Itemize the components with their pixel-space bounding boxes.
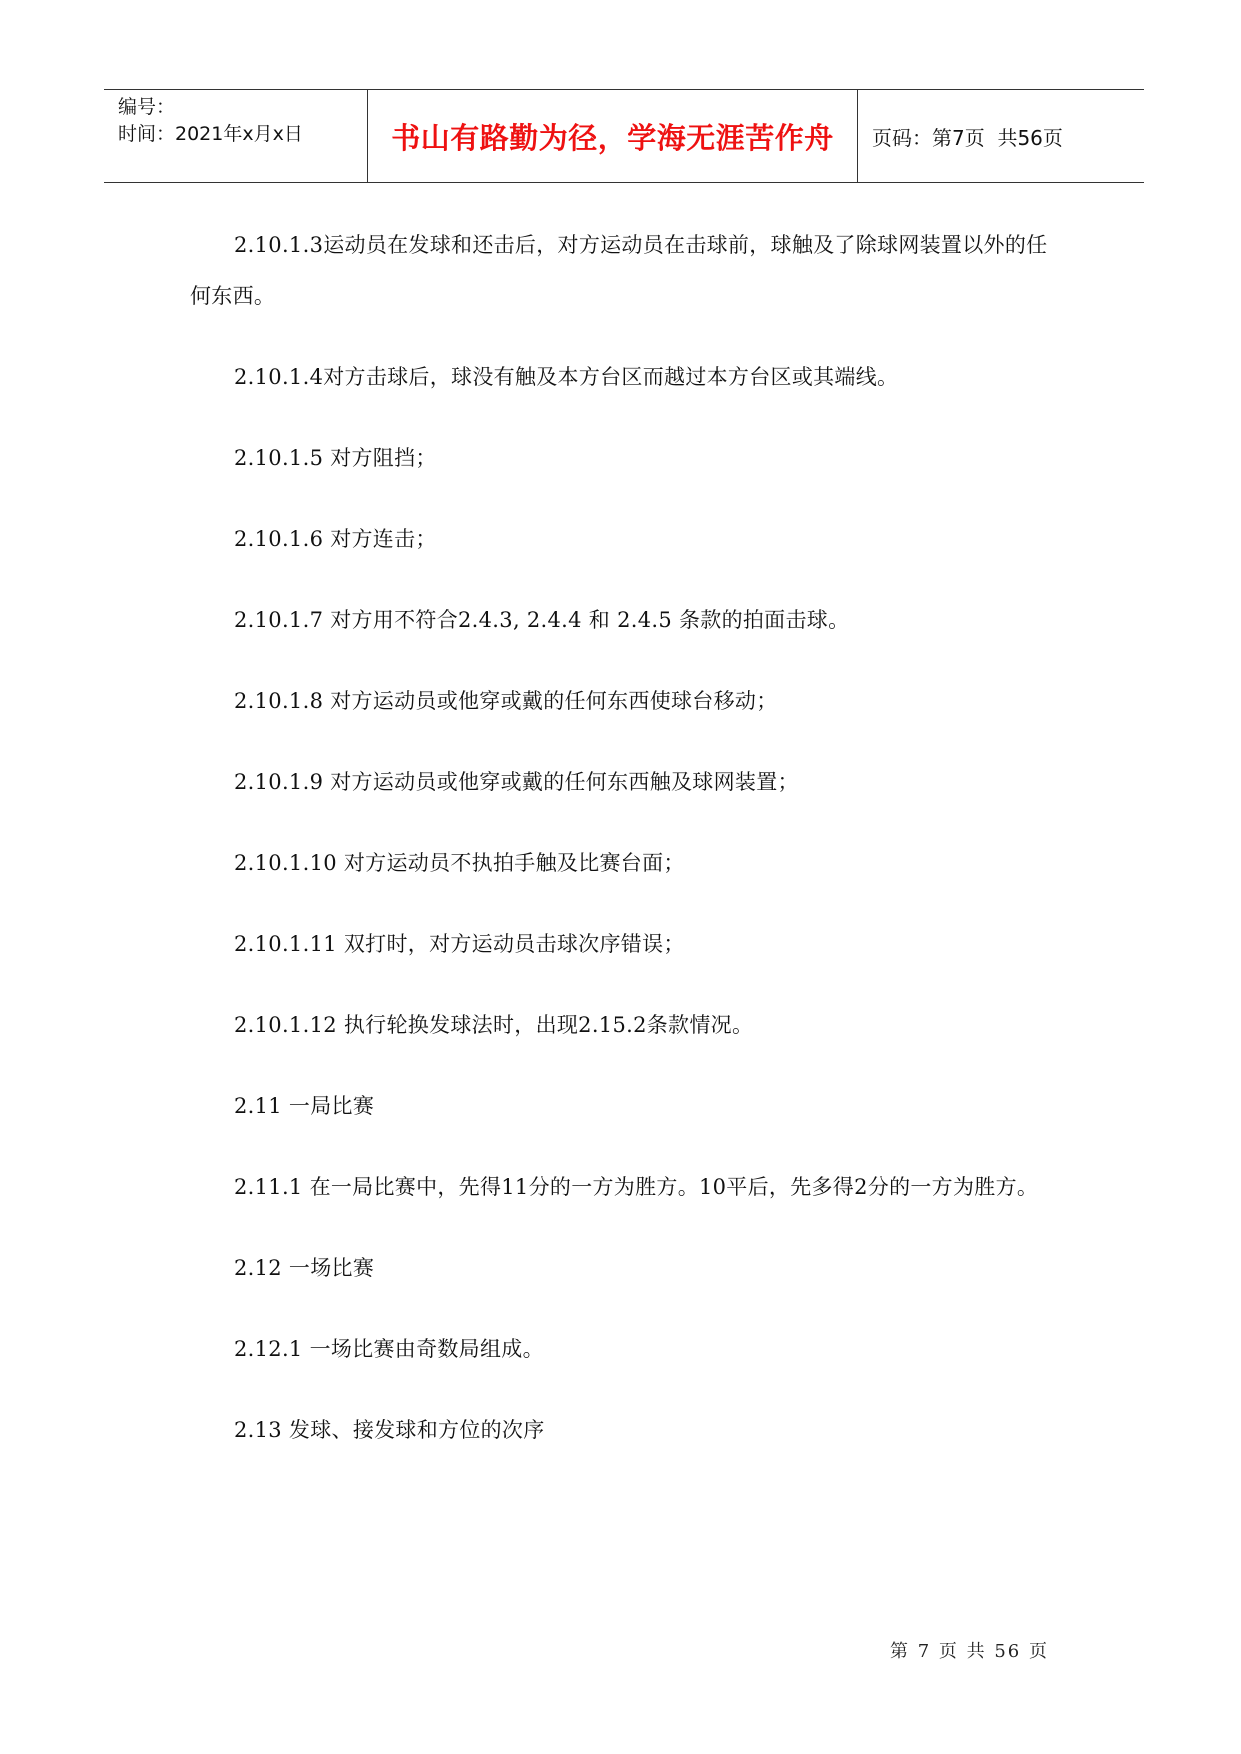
paragraph: 2.10.1.3运动员在发球和还击后，对方运动员在击球前，球触及了除球网装置以外的任何东西。 [190, 233, 1048, 308]
paragraph: 2.10.1.8 对方运动员或他穿或戴的任何东西使球台移动； [234, 689, 778, 713]
paragraph: 2.10.1.7 对方用不符合2.4.3, 2.4.4 和 2.4.5 条款的拍面击球。 [234, 608, 850, 632]
header-page-cell [858, 90, 1144, 182]
section-heading: 2.11 一局比赛 [234, 1094, 375, 1118]
document-body [190, 220, 1060, 1486]
paragraph: 2.10.1.12 执行轮换发球法时，出现2.15.2条款情况。 [234, 1013, 754, 1037]
document-number-label: 编号： [118, 96, 176, 118]
page-footer: 第 7 页 共 56 页 [890, 1641, 1049, 1662]
section-heading: 2.13 发球、接发球和方位的次序 [234, 1418, 545, 1442]
header-motto-cell [368, 90, 858, 182]
paragraph: 2.10.1.9 对方运动员或他穿或戴的任何东西触及球网装置； [234, 770, 799, 794]
header-page-number: 页码：第7页 共56页 [872, 125, 1063, 150]
page-header [104, 89, 1144, 183]
paragraph: 2.10.1.6 对方连击； [234, 527, 437, 551]
paragraph: 2.10.1.11 双打时，对方运动员击球次序错误； [234, 932, 685, 956]
header-motto: 书山有路勤为径，学海无涯苦作舟 [391, 120, 834, 155]
paragraph: 2.10.1.5 对方阻挡； [234, 446, 437, 470]
paragraph: 2.11.1 在一局比赛中，先得11分的一方为胜方。10平后，先多得2分的一方为胜方。 [234, 1175, 1039, 1199]
header-meta [104, 90, 368, 182]
paragraph: 2.12.1 一场比赛由奇数局组成。 [234, 1337, 544, 1361]
section-heading: 2.12 一场比赛 [234, 1256, 375, 1280]
paragraph: 2.10.1.10 对方运动员不执拍手触及比赛台面； [234, 851, 685, 875]
paragraph: 2.10.1.4对方击球后，球没有触及本方台区而越过本方台区或其端线。 [234, 365, 899, 389]
document-time-label: 时间：2021年x月x日 [118, 123, 303, 145]
